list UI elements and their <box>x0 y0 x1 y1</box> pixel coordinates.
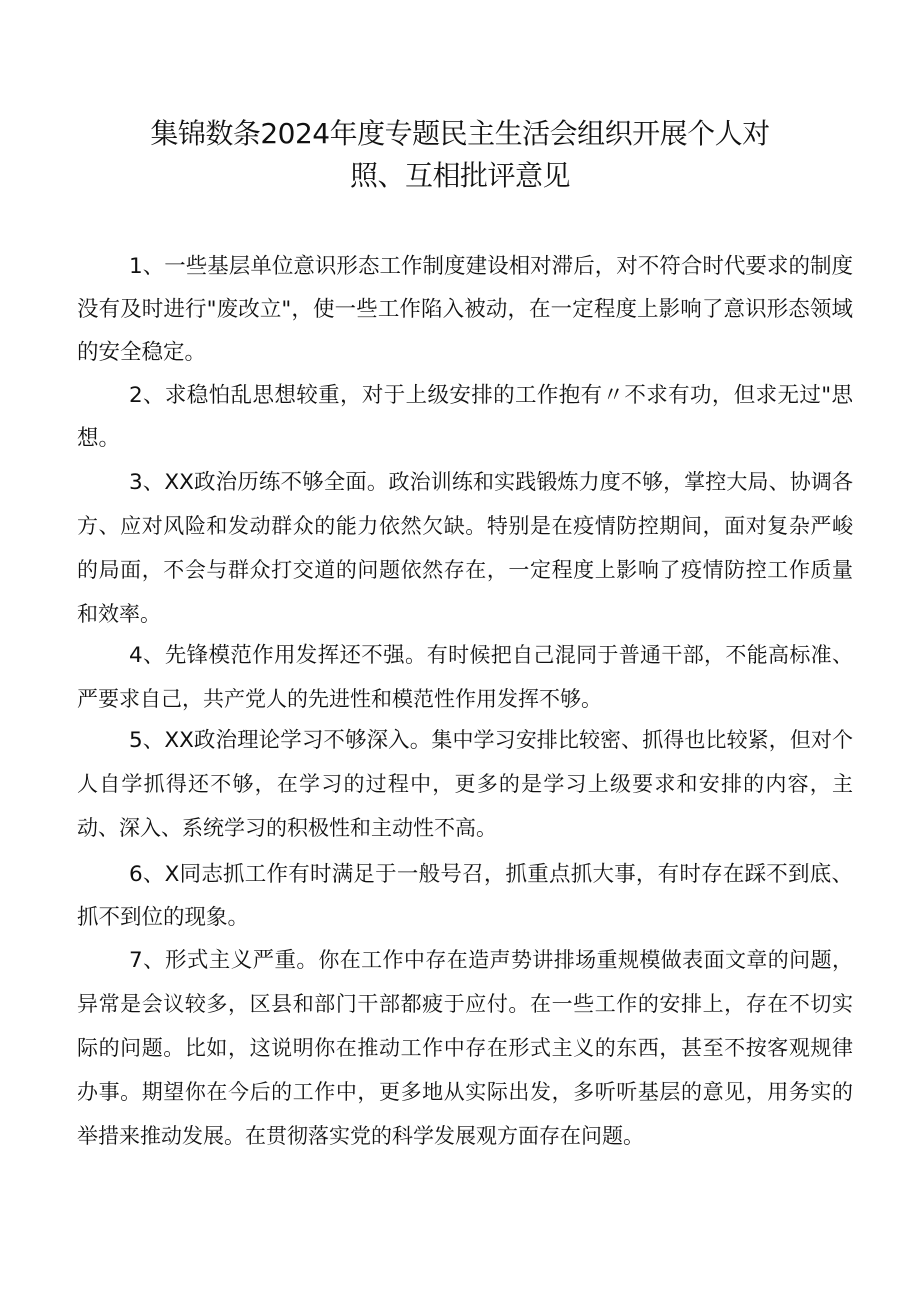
item-3-body: 政治训练和实践锻炼力度不够，掌控大局、协调各方、应对风险和发动群众的能力依然欠缺。特别是在疫情防控期间，面对复杂严峻的局面，不会与群众打交道的问题依然存在，一定程度上影响了疫情防控工作质量和效率。 <box>77 470 854 626</box>
paragraph-item-2 <box>77 374 853 460</box>
item-3-heading: 3、XX政治历练不够全面。 <box>129 470 389 495</box>
item-6-text: 6、X同志抓工作有时满足于一般号召，抓重点抓大事，有时存在踩不到底、抓不到位的现象。 <box>77 862 853 930</box>
item-5-body: 集中学习安排比较密、抓得也比较紧，但对个人自学抓得还不够，在学习的过程中，更多的是学习上级要求和安排的内容，主动、深入、系统学习的积极性和主动性不高。 <box>77 728 854 840</box>
paragraph-item-1 <box>77 245 853 374</box>
paragraph-item-6 <box>77 853 853 939</box>
item-2-text: 2、求稳怕乱思想较重，对于上级安排的工作抱有〃不求有功，但求无过"思想。 <box>77 383 853 451</box>
paragraph-item-5 <box>77 718 853 850</box>
paragraph-item-4 <box>77 633 853 721</box>
item-7-heading: 7、形式主义严重。 <box>129 948 319 973</box>
document-title-line-2: 照、互相批评意见 <box>349 159 570 192</box>
item-4-body: 有时候把自己混同于普通干部，不能高标准、严要求自己，共产党人的先进性和模范性作用发挥不够。 <box>77 643 854 711</box>
paragraph-item-7 <box>77 938 853 1158</box>
item-1-text: 1、一些基层单位意识形态工作制度建设相对滞后，对不符合时代要求的制度没有及时进行"废改立"，使一些工作陷入被动，在一定程度上影响了意识形态领域的安全稳定。 <box>77 254 853 365</box>
item-5-heading: 5、XX政治理论学习不够深入。 <box>129 728 432 753</box>
document-title-line-1: 集锦数条2024年度专题民主生活会组织开展个人对 <box>150 117 770 150</box>
item-7-body: 你在工作中存在造声势讲排场重规模做表面文章的问题，异常是会议较多，区县和部门干部都疲于应付。在一些工作的安排上，存在不切实际的问题。比如，这说明你在推动工作中存在形式主义的东西，甚至不按客观规律办事。期望你在今后的工作中，更多地从实际出发，多听听基层的意见，用务实的举措来推动发展。在贯彻落实党的科学发展观方面存在问题。 <box>77 948 853 1148</box>
item-4-heading: 4、先锋模范作用发挥还不强。 <box>129 643 427 668</box>
paragraph-item-3 <box>77 460 853 636</box>
